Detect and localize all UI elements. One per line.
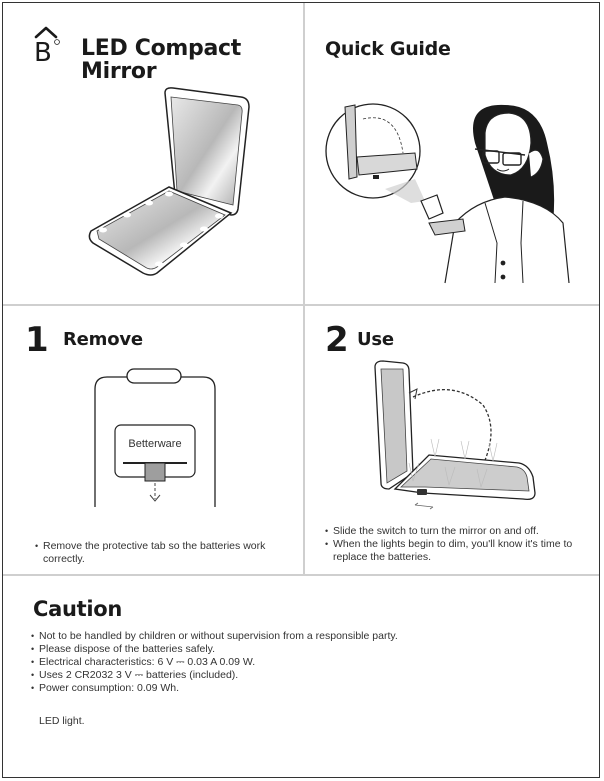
step-2-number: 2 bbox=[325, 320, 349, 360]
row-divider-bottom bbox=[3, 574, 599, 576]
caution-bullet-5: • Power consumption: 0.09 Wh. bbox=[31, 682, 551, 695]
step-1-number: 1 bbox=[25, 320, 49, 360]
brand-logo-icon bbox=[33, 25, 69, 69]
caution-bullet-4: • Uses 2 CR2032 3 V ⎓ batteries (included). bbox=[31, 669, 551, 682]
caution-list bbox=[31, 630, 551, 695]
product-title-line2: Mirror bbox=[81, 59, 157, 84]
step-1-label: Remove bbox=[63, 329, 143, 350]
step-1-bullet: • Remove the protective tab so the batteries work correctly. bbox=[35, 540, 285, 566]
caution-bullet-2: • Please dispose of the batteries safely. bbox=[31, 643, 551, 656]
compact-mirror-illustration bbox=[83, 83, 283, 283]
caution-bullet-3: • Electrical characteristics: 6 V ⎓ 0.03 A 0.09 W. bbox=[31, 656, 551, 669]
remove-tab-illustration bbox=[93, 359, 217, 509]
led-light-note: LED light. bbox=[39, 715, 85, 727]
step-1-instructions bbox=[35, 540, 285, 566]
quick-guide-illustration bbox=[325, 83, 601, 293]
step-2-label: Use bbox=[357, 329, 394, 350]
step-2-bullet-1: • Slide the switch to turn the mirror on and off. bbox=[325, 525, 587, 538]
betterware-brand-label: Betterware bbox=[128, 438, 182, 450]
use-mirror-illustration bbox=[373, 359, 549, 499]
column-divider bbox=[303, 3, 305, 574]
caution-title: Caution bbox=[33, 597, 123, 621]
row-divider-top bbox=[3, 304, 599, 306]
instruction-sheet bbox=[2, 2, 600, 778]
product-title-line1: LED Compact bbox=[81, 36, 242, 61]
step-2-instructions bbox=[325, 525, 587, 564]
step-2-bullet-2: • When the lights begin to dim, you'll know it's time to replace the batteries. bbox=[325, 538, 587, 564]
quick-guide-title: Quick Guide bbox=[325, 38, 451, 60]
caution-bullet-1: • Not to be handled by children or without supervision from a responsible party. bbox=[31, 630, 551, 643]
svg-text:B: B bbox=[34, 38, 52, 68]
product-title bbox=[81, 37, 301, 83]
